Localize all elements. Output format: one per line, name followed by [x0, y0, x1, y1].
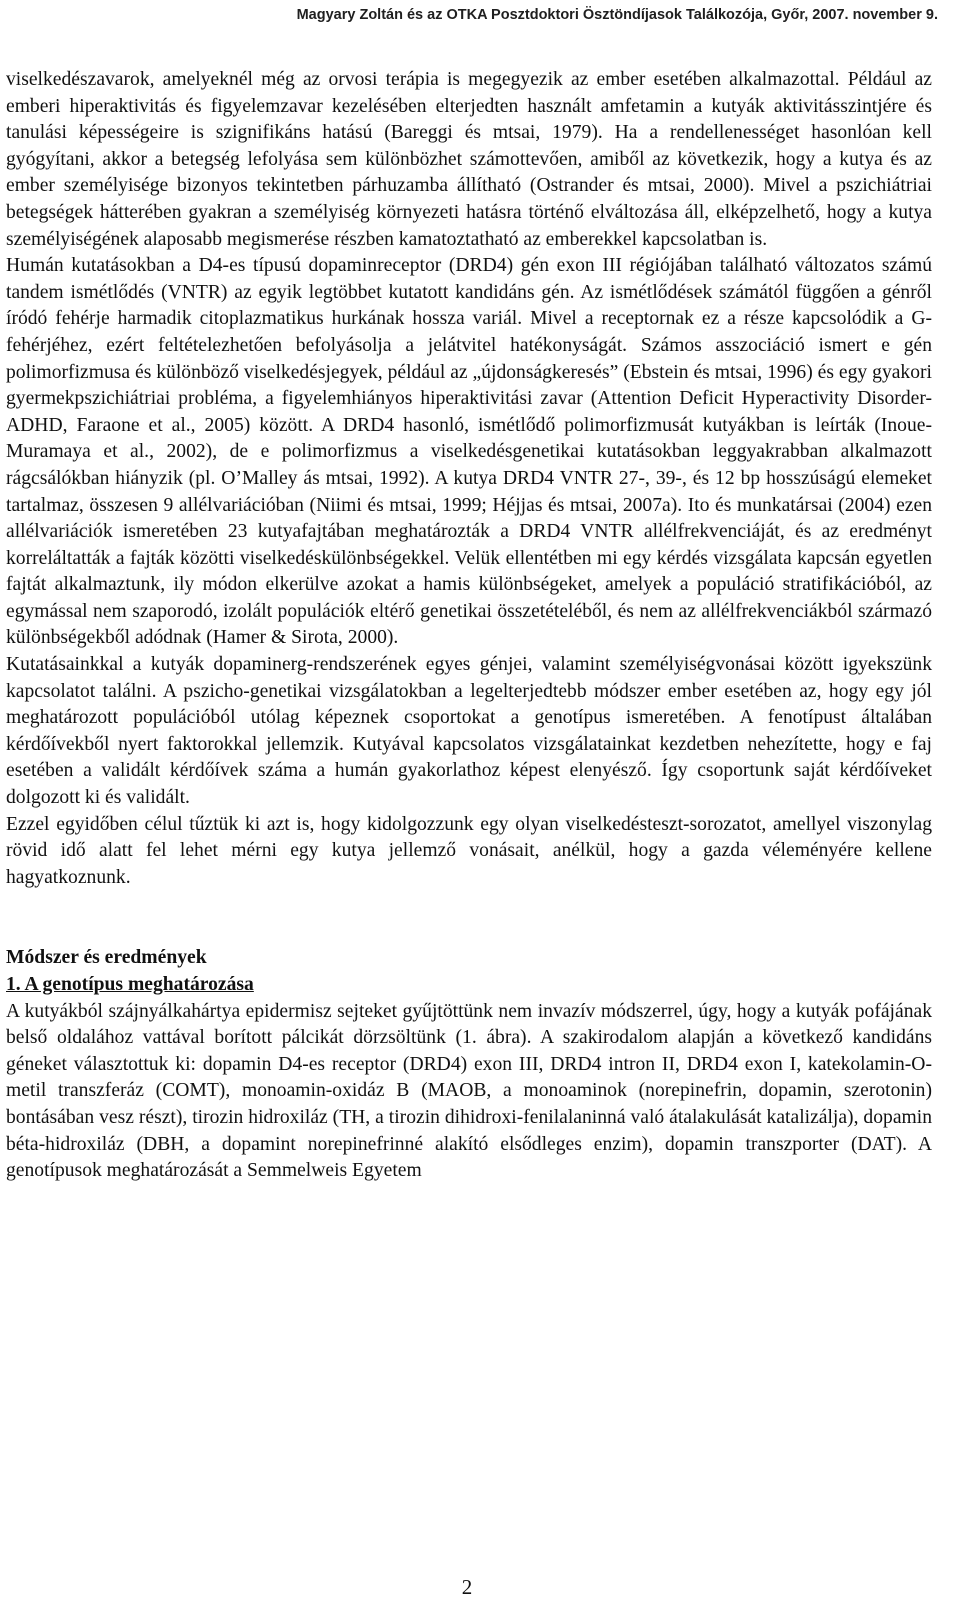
- paragraph-genotyping-method: A kutyákból szájnyálkahártya epidermisz sejteket gyűjtöttünk nem invazív módszerrel, úgy, hogy a kutyák pofájának belső oldalához vattával borított pálcikát dörzsöltünk (1. ábra). A szakirodalom alapján a következő kandidáns géneket választottuk ki: dopamin D4-es receptor (DRD4) exon III, DRD4 intron II, DRD4 exon I, katekolamin-O-metil transzferáz (COMT), monoamin-oxidáz B (MAOB, a monoaminok (norepinefrin, dopamin, szerotonin) bontásában vesz részt), tirozin hidroxiláz (TH, a tirozin dihidroxi-fenilalaninná való átalakulását katalizálja), dopamin béta-hidroxiláz (DBH, a dopamint norepinefrinné alakító elsődleges enzim), dopamin transzporter (DAT). A genotípusok meghatározását a Semmelweis Egyetem: [6, 1000, 932, 1182]
- paragraph-behavior-test: Ezzel egyidőben célul tűztük ki azt is, hogy kidolgozzunk egy olyan viselkedésteszt-sorozatot, amellyel viszonylag rövid idő alatt fel lehet mérni egy kutya jellemző vonásait, anélkül, hogy a gazda véleményére kellene hagyatkoznunk.: [6, 813, 932, 888]
- section-spacer: [6, 891, 932, 945]
- running-header: Magyary Zoltán és az OTKA Posztdoktori Ösztöndíjasok Találkozója, Győr, 2007. november 9.: [296, 7, 938, 23]
- paragraph-research-aims: Kutatásainkkal a kutyák dopaminerg-rendszerének egyes génjei, valamint személyiségvonásai között igyekszünk kapcsolatot találni. A pszicho-genetikai vizsgálatokban a legelterjedtebb módszer ember esetében az, hogy egy jól meghatározott populációból utólag képeznek csoportokat a genotípus ismeretében. A fenotípust általában kérdőívekből nyert faktorokkal jellemzik. Kutyával kapcsolatos vizsgálatainkat kezdetben nehezítette, hogy e faj esetében a validált kérdőívek száma a humán gyakorlathoz képest elenyésző. Így csoportunk saját kérdőíveket dolgozott ki és validált.: [6, 654, 932, 809]
- paragraph-intro-continuation: viselkedészavarok, amelyeknél még az orvosi terápia is megegyezik az ember esetében alkalmazottal. Például az emberi hiperaktivitás és figyelemzavar kezelésében elterjedten használt amfetamin a kutyák aktivitásszintjére és tanulási képességeire is szignifikáns hatású (Bareggi és mtsai, 1979). Ha a rendellenességet hasonlóan kell gyógyítani, akkor a betegség lefolyása sem különbözhet számottevően, amiből az következik, hogy a kutya és az ember személyisége bizonyos tekintetben párhuzamba állítható (Ostrander és mtsai, 2000). Mivel a pszichiátriai betegségek hátterében gyakran a személyiség környezeti hatásra történő elváltozása áll, elképzelhető, hogy a kutya személyiségének alaposabb megismerése részben kamatoztatható az emberekkel kapcsolatban is.: [6, 69, 932, 250]
- body-text: [6, 67, 932, 1185]
- subsection-heading: 1. A genotípus meghatározása: [6, 974, 254, 995]
- section-heading: Módszer és eredmények: [6, 947, 207, 969]
- page-number: 2: [461, 1575, 473, 1599]
- paragraph-drd4-background: Humán kutatásokban a D4-es típusú dopaminreceptor (DRD4) gén exon III régiójában található változatos számú tandem ismétlődés (VNTR) az egyik legtöbbet kutatott kandidáns gén. Az ismétlődések számától függően a génről íródó fehérje harmadik citoplazmatikus hurkának hossza variál. Mivel a receptornak ez a része kapcsolódik a G-fehérjéhez, ezért feltételezhetően befolyásolja a jelátvitel hatékonyságát. Számos asszociáció ismert e gén polimorfizmusa és különböző viselkedésjegyek, például az „újdonságkeresés” (Ebstein és mtsai, 1996) és egy gyakori gyermekpszichiátriai probléma, a figyelemhiányos hiperaktivitási zavar (Attention Deficit Hyperactivity Disorder-ADHD, Faraone et al., 2005) között. A DRD4 hasonló, ismétlődő polimorfizmusát kutyákban is leírták (Inoue-Muramaya et al., 2002), de e polimorfizmus a viselkedésgenetikai kutatásokban leggyakrabban alkalmazott rágcsálókban hiányzik (pl. O’Malley ás mtsai, 1992). A kutya DRD4 VNTR 27-, 39-, és 12 bp hosszúságú elemeket tartalmaz, összesen 9 allélvariációban (Niimi és mtsai, 1999; Héjjas és mtsai, 2007a). Ito és munkatársai (2004) ezen allélvariációk ismeretében 23 kutyafajtában meghatározták a DRD4 VNTR allélfrekvenciáját, és az eredményt korreláltatták a fajták közötti viselkedéskülönbségekkel. Velük ellentétben mi egy kérdés vizsgálata kapcsán egyetlen fajtát alkalmaztunk, ily módon elkerülve azokat a hamis különbségeket, amelyek a populáció stratifikációból, az egymással nem szaporodó, izolált populációk eltérő genetikai összetételéből, és nem az allélfrekvenciákból származó különbségekből adódnak (Hamer & Sirota, 2000).: [6, 255, 932, 649]
